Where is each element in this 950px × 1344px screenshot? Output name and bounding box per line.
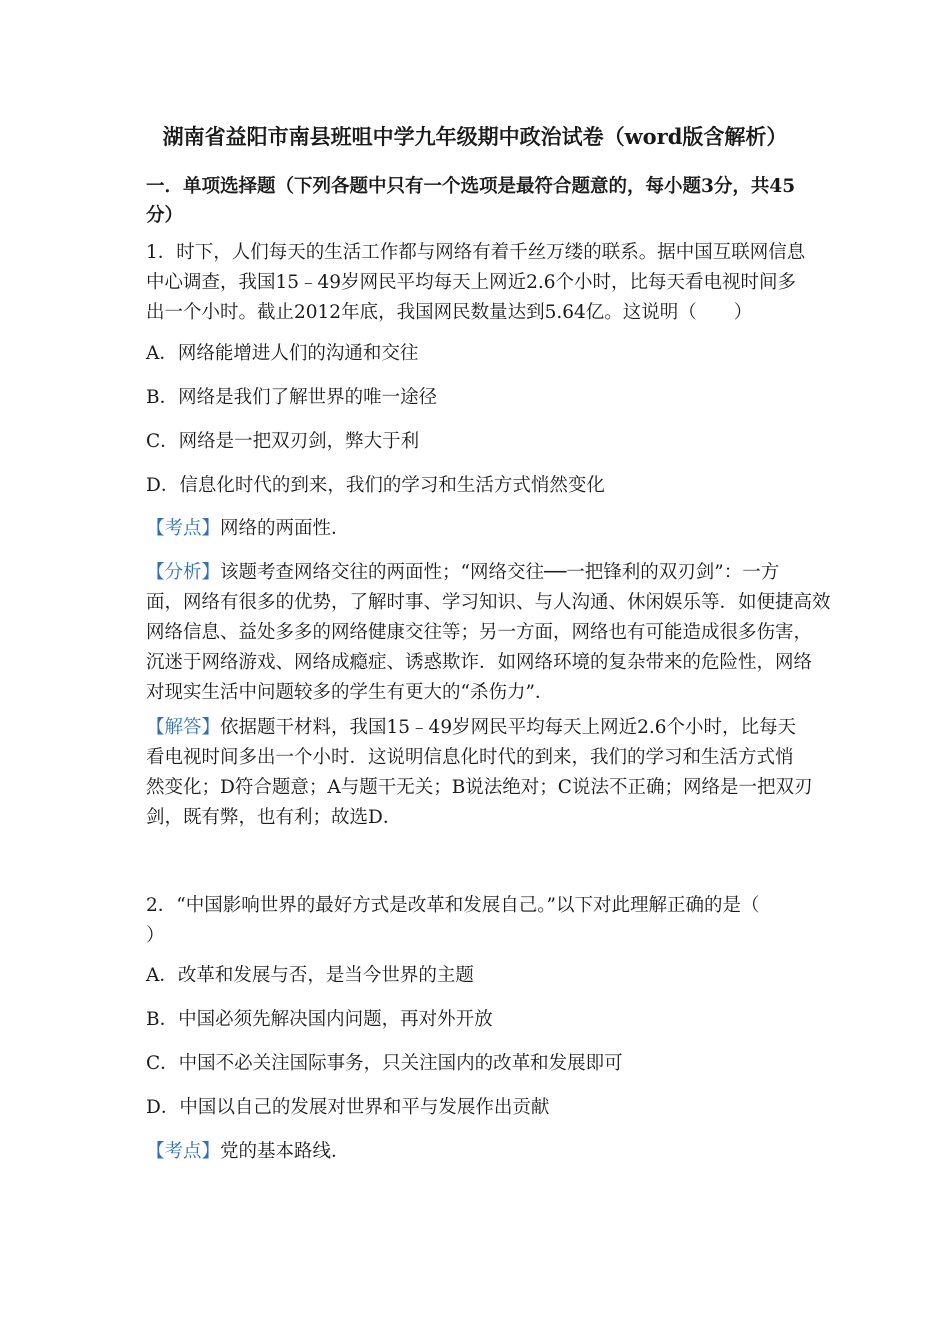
jieda-line: 看电视时间多出一个小时．这说明信息化时代的到来，我们的学习和生活方式悄 — [146, 747, 794, 768]
jieda-line: 依据题干材料，我国15﹣49岁网民平均每天上网近2.6个小时，比每天 — [220, 717, 797, 738]
question-1-option-a: A．网络能增进人们的沟通和交往 — [146, 343, 419, 364]
question-1-fenxi — [146, 558, 831, 708]
question-2-stem — [146, 891, 810, 951]
jieda-line: 剑，既有弊，也有利；故选D． — [146, 807, 402, 828]
fenxi-line: 对现实生活中问题较多的学生有更大的“杀伤力”． — [146, 682, 554, 703]
kaodian-tag: 【考点】 — [146, 518, 221, 539]
section-heading — [146, 172, 810, 230]
question-1-option-c: C．网络是一把双刃剑，弊大于利 — [146, 431, 420, 452]
document-title: 湖南省益阳市南县班咀中学九年级期中政治试卷（word版含解析） — [162, 124, 788, 149]
stem-line: 出一个小时。截止2012年底，我国网民数量达到5.64亿。这说明（ ） — [146, 302, 753, 323]
stem-line: ） — [146, 925, 165, 946]
fenxi-line: 网络信息、益处多多的网络健康交往等；另一方面，网络也有可能造成很多伤害， — [146, 622, 813, 643]
question-1-jieda — [146, 713, 813, 833]
kaodian-text: 网络的两面性． — [220, 518, 350, 539]
fenxi-line: 该题考查网络交往的两面性；“网络交往──一把锋利的双刃剑”：一方 — [220, 562, 780, 583]
question-2-option-d: D．中国以自己的发展对世界和平与发展作出贡献 — [146, 1097, 550, 1118]
stem-line: 1．时下，人们每天的生活工作都与网络有着千丝万缕的联系。据中国互联网信息 — [146, 242, 806, 263]
fenxi-line: 沉迷于网络游戏、网络成瘾症、诱惑欺诈．如网络环境的复杂带来的危险性，网络 — [146, 652, 813, 673]
section-heading-line: 一．单项选择题（下列各题中只有一个选项是最符合题意的，每小题3分，共45 — [146, 176, 796, 197]
question-2-option-b: B．中国必须先解决国内问题，再对外开放 — [146, 1009, 493, 1030]
section-heading-line: 分） — [146, 205, 184, 226]
question-1-option-b: B．网络是我们了解世界的唯一途径 — [146, 387, 438, 408]
stem-line: 2．“中国影响世界的最好方式是改革和发展自己。”以下对此理解正确的是（ — [146, 895, 760, 916]
question-2-option-a: A．改革和发展与否，是当今世界的主题 — [146, 965, 474, 986]
fenxi-tag: 【分析】 — [146, 562, 221, 583]
kaodian-tag: 【考点】 — [146, 1141, 221, 1162]
question-1-option-d: D．信息化时代的到来，我们的学习和生活方式悄然变化 — [146, 475, 605, 496]
question-2-option-c: C．中国不必关注国际事务，只关注国内的改革和发展即可 — [146, 1053, 623, 1074]
jieda-tag: 【解答】 — [146, 717, 221, 738]
fenxi-line: 面，网络有很多的优势，了解时事、学习知识、与人沟通、休闲娱乐等．如便捷高效 — [146, 592, 831, 613]
kaodian-text: 党的基本路线． — [220, 1141, 350, 1162]
question-1-stem — [146, 238, 810, 328]
question-1-kaodian — [146, 514, 810, 544]
stem-line: 中心调查，我国15﹣49岁网民平均每天上网近2.6个小时，比每天看电视时间多 — [146, 272, 797, 293]
question-2-kaodian — [146, 1137, 810, 1167]
jieda-line: 然变化；D符合题意；A与题干无关；B说法绝对；C说法不正确；网络是一把双刃 — [146, 777, 813, 798]
